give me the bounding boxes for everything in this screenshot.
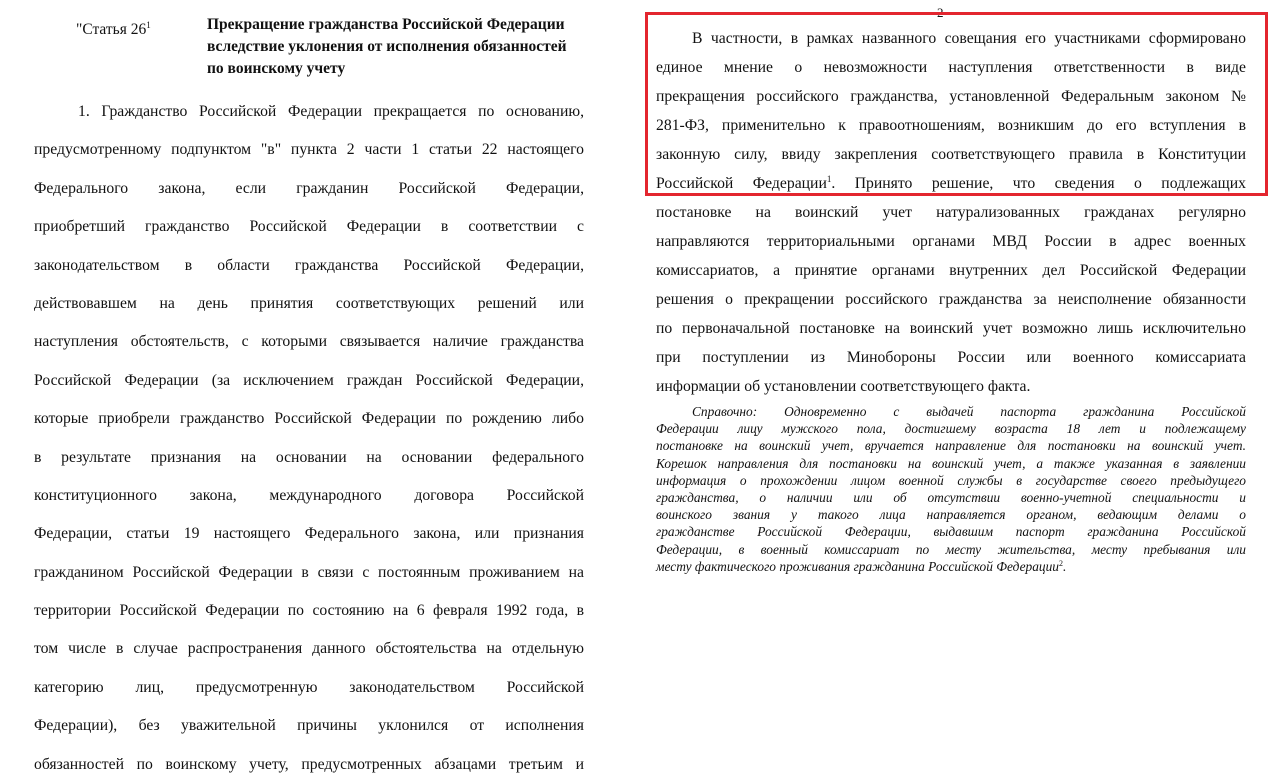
text-line: том числе в случае распространения данного обстоятельства на отдельную [34, 640, 584, 658]
note-line: Справочно: Одновременно с выдачей паспорта гражданина Российской [692, 404, 1246, 419]
text-fragment: . Принято решение, что сведения о подлежащих [831, 175, 1246, 192]
text-fragment: Российской Федерации [656, 175, 827, 192]
text-line: 1. Гражданство Российской Федерации прекращается по основанию, [78, 103, 584, 120]
text-line: в результате признания на основании на основании федерального [34, 448, 584, 466]
text-line: комиссариатов, а принятие органами внутренних дел Российской Федерации [656, 262, 1246, 279]
article-title: Прекращение гражданства Российской Федерации вследствие уклонения от исполнения обязанностей по воинскому учету [207, 16, 567, 77]
note-line: постановке на воинский учет, вручается направление для постановки на воинский учет. [656, 438, 1246, 454]
text-line: наступления обстоятельств, с которыми связывается наличие гражданства [34, 333, 584, 351]
text-line: приобретший гражданство Российской Федерации в соответствии с [34, 218, 584, 236]
text-line: конституционного закона, международного договора Российской [34, 486, 584, 504]
text-line: которые приобрели гражданство Российской Федерации по рождению либо [34, 410, 584, 428]
text-line: Федерации), без уважительной причины уклонился от исполнения [34, 717, 584, 735]
text-line: при поступлении из Минобороны России или военного комиссариата [656, 349, 1246, 366]
note-line: информация о прохождении лицом военной службы в государстве своего предыдущего [656, 472, 1246, 488]
page-number: 2 [937, 5, 944, 20]
text-line: предусмотренному подпунктом "в" пункта 2 части 1 статьи 22 настоящего [34, 141, 584, 159]
text-line: действовавшем на день принятия соответствующих решений или [34, 294, 584, 312]
text-line: Российской Федерации (за исключением граждан Российской Федерации, [34, 371, 584, 389]
text-line: по первоначальной постановке на воинский учет возможно лишь исключительно [656, 320, 1246, 337]
text-line: гражданином Российской Федерации в связи с постоянным проживанием на [34, 563, 584, 581]
note-line: гражданстве Российской Федерации, выдавшим паспорт гражданина Российской [656, 524, 1246, 540]
article-number [76, 14, 151, 41]
text-line: постановке на воинский учет натурализованных гражданах регулярно [656, 204, 1246, 221]
text-fragment: месту фактического проживания гражданина Российской Федерации [656, 558, 1059, 574]
text-line: В частности, в рамках названного совещания его участниками сформировано [692, 30, 1246, 47]
note-line: Федерации лицу мужского пола, достигшему возраста 18 лет и подлежащему [656, 421, 1246, 437]
right-page-body [656, 24, 1246, 401]
text-line: направляются территориальными органами МВД России в адрес военных [656, 233, 1246, 250]
text-line: законную силу, ввиду закрепления соответствующего правила в Конституции [656, 146, 1246, 163]
note-line [656, 558, 1246, 575]
text-line [656, 169, 1246, 198]
article-number-sup: 1 [146, 20, 151, 30]
text-line: единое мнение о невозможности наступления ответственности в виде [656, 59, 1246, 76]
text-line: 281-ФЗ, применительно к правоотношениям, возникшим до его вступления в [656, 117, 1246, 134]
text-line: законодательством в области гражданства Российской Федерации, [34, 256, 584, 274]
reference-note [656, 403, 1246, 575]
note-line: гражданства, о наличии или об отсутствии военно-учетной специальности и [656, 489, 1246, 505]
text-line: категорию лиц, предусмотренную законодательством Российской [34, 678, 584, 696]
left-page-body [34, 93, 584, 784]
text-line: информации об установлении соответствующего факта. [656, 378, 1031, 395]
note-line: воинского звания у такого лица направляется органом, ведающим делами о [656, 507, 1246, 523]
text-line: Федерального закона, если гражданин Российской Федерации, [34, 179, 584, 197]
text-line: обязанностей по воинскому учету, предусмотренных абзацами третьим и [34, 755, 584, 773]
footnote-ref: 2 [1059, 558, 1063, 568]
text-line: территории Российской Федерации по состоянию на 6 февраля 1992 года, в [34, 602, 584, 620]
text-line: решения о прекращении российского гражданства за неисполнение обязанности [656, 291, 1246, 308]
text-fragment: . [1063, 558, 1067, 574]
article-number-text: "Статья 26 [76, 21, 147, 38]
footnote-ref: 1 [826, 174, 832, 184]
note-line: Федерации, в военный комиссариат по месту жительства, месту пребывания или [656, 541, 1246, 557]
note-line: Корешок направления для постановки на воинский учет, а также указанная в заявлении [656, 455, 1246, 471]
text-line: прекращения российского гражданства, установленной Федеральным законом № [656, 88, 1246, 105]
text-line: Федерации, статьи 19 настоящего Федерального закона, или признания [34, 525, 584, 543]
